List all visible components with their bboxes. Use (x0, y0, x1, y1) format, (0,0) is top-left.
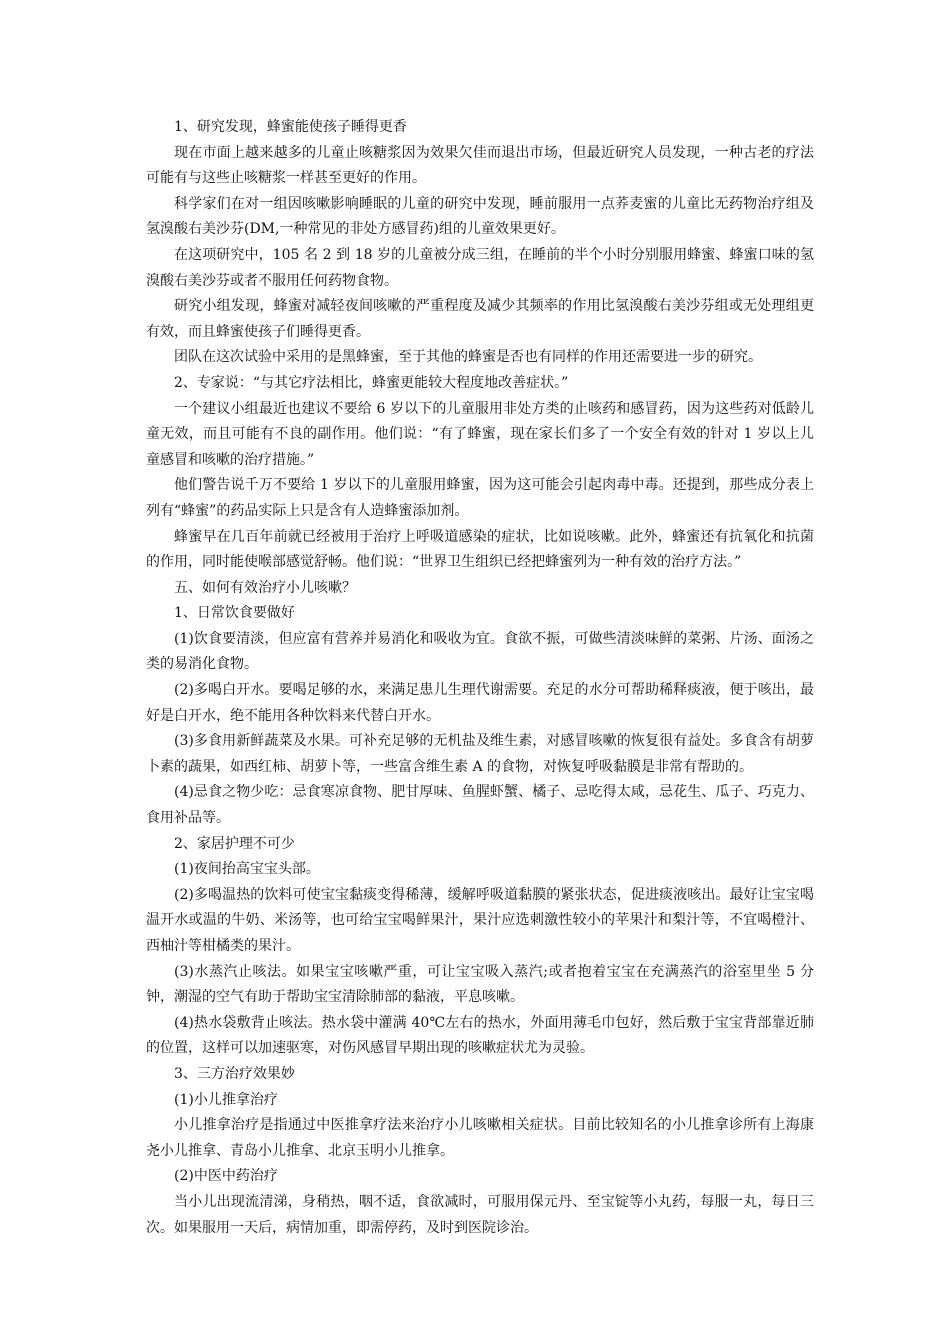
heading-expert-says: 2、专家说：“与其它疗法相比，蜂蜜更能较大程度地改善症状。” (174, 374, 569, 391)
paragraph: 小儿推拿治疗是指通过中医推拿疗法来治疗小儿咳嗽相关症状。目前比较知名的小儿推拿诊所有上海康尧小儿推拿、青岛小儿推拿、北京玉明小儿推拿。 (146, 1117, 814, 1159)
list-item: (4)热水袋敷背止咳法。热水袋中灌满 40℃左右的热水，外面用薄毛巾包好，然后敷于宝宝背部靠近肺的位置，这样可以加速驱寒，对伤风感冒早期出现的咳嗽症状尤为灵验。 (146, 1014, 814, 1057)
section-heading-treatment: 五、如何有效治疗小儿咳嗽？ (174, 579, 356, 596)
list-item: (3)水蒸汽止咳法。如果宝宝咳嗽严重，可让宝宝吸入蒸汽;或者抱着宝宝在充满蒸汽的浴室里坐 5 分钟，潮湿的空气有助于帮助宝宝清除肺部的黏液，平息咳嗽。 (146, 963, 814, 1006)
sub-heading-tcm: (2)中医中药治疗 (174, 1168, 278, 1185)
sub-heading-massage: (1)小儿推拿治疗 (174, 1091, 278, 1108)
list-item: (4)忌食之物少吃：忌食寒凉食物、肥甘厚味、鱼腥虾蟹、橘子、忌吃得太咸，忌花生、瓜子、巧克力、食用补品等。 (146, 784, 814, 827)
heading-three-remedies: 3、三方治疗效果妙 (174, 1065, 295, 1082)
paragraph: 现在市面上越来越多的儿童止咳糖浆因为效果欠佳而退出市场，但最近研究人员发现，一种古老的疗法可能有与这些止咳糖浆一样甚至更好的作用。 (146, 144, 814, 187)
paragraph: 在这项研究中，105 名 2 到 18 岁的儿童被分成三组，在睡前的半个小时分别服用蜂蜜、蜂蜜口味的氢溴酸右美沙芬或者不服用任何药物食物。 (146, 246, 814, 289)
list-item: (3)多食用新鲜蔬菜及水果。可补充足够的无机盐及维生素，对感冒咳嗽的恢复很有益处。多食含有胡萝卜素的蔬果，如西红柿、胡萝卜等，一些富含维生素 A 的食物，对恢复呼吸黏膜是非常有帮助的。 (146, 733, 814, 775)
list-item: (1)饮食要清淡，但应富有营养并易消化和吸收为宜。食欲不振，可做些清淡味鲜的菜粥、片汤、面汤之类的易消化食物。 (146, 630, 814, 673)
list-item: (2)多喝白开水。要喝足够的水，来满足患儿生理代谢需要。充足的水分可帮助稀释痰液，便于咳出，最好是白开水，绝不能用各种饮料来代替白开水。 (146, 682, 814, 724)
paragraph: 蜂蜜早在几百年前就已经被用于治疗上呼吸道感染的症状，比如说咳嗽。此外，蜂蜜还有抗氧化和抗菌的作用，同时能使喉部感觉舒畅。他们说：“世界卫生组织已经把蜂蜜列为一种有效的治疗方法。” (146, 528, 814, 571)
heading-home-care: 2、家居护理不可少 (174, 835, 295, 852)
heading-honey-sleep: 1、研究发现，蜂蜜能使孩子睡得更香 (174, 119, 407, 135)
list-item: (1)夜间抬高宝宝头部。 (174, 861, 320, 878)
list-item: (2)多喝温热的饮料可使宝宝黏痰变得稀薄，缓解呼吸道黏膜的紧张状态，促进痰液咳出。最好让宝宝喝温开水或温的牛奶、米汤等，也可给宝宝喝鲜果汁，果汁应选刺激性较小的苹果汁和梨汁等，不宜喝橙汁、西柚汁等柑橘类的果汁。 (146, 886, 814, 954)
paragraph: 团队在这次试验中采用的是黑蜂蜜，至于其他的蜂蜜是否也有同样的作用还需要进一步的研究。 (174, 349, 762, 366)
paragraph: 科学家们在对一组因咳嗽影响睡眠的儿童的研究中发现，睡前服用一点荞麦蜜的儿童比无药物治疗组及氢溴酸右美沙芬(DM,一种常见的非处方感冒药)组的儿童效果更好。 (146, 195, 814, 238)
paragraph: 他们警告说千万不要给 1 岁以下的儿童服用蜂蜜，因为这可能会引起肉毒中毒。还提到，那些成分表上列有“蜂蜜”的药品实际上只是含有人造蜂蜜添加剂。 (146, 477, 814, 519)
document-page (146, 115, 814, 1241)
paragraph: 一个建议小组最近也建议不要给 6 岁以下的儿童服用非处方类的止咳药和感冒药，因为这些药对低龄儿童无效，而且可能有不良的副作用。他们说：“有了蜂蜜，现在家长们多了一个安全有效的针对 1 岁以上儿童感冒和咳嗽的治疗措施。” (146, 400, 814, 468)
paragraph: 当小儿出现流清涕，身稍热，咽不适，食欲减时，可服用保元丹、至宝锭等小丸药，每服一丸，每日三次。如果服用一天后，病情加重，即需停药，及时到医院诊治。 (146, 1193, 814, 1236)
paragraph: 研究小组发现，蜂蜜对减轻夜间咳嗽的严重程度及减少其频率的作用比氢溴酸右美沙芬组或无处理组更有效，而且蜂蜜使孩子们睡得更香。 (146, 298, 814, 340)
heading-diet: 1、日常饮食要做好 (174, 605, 295, 622)
